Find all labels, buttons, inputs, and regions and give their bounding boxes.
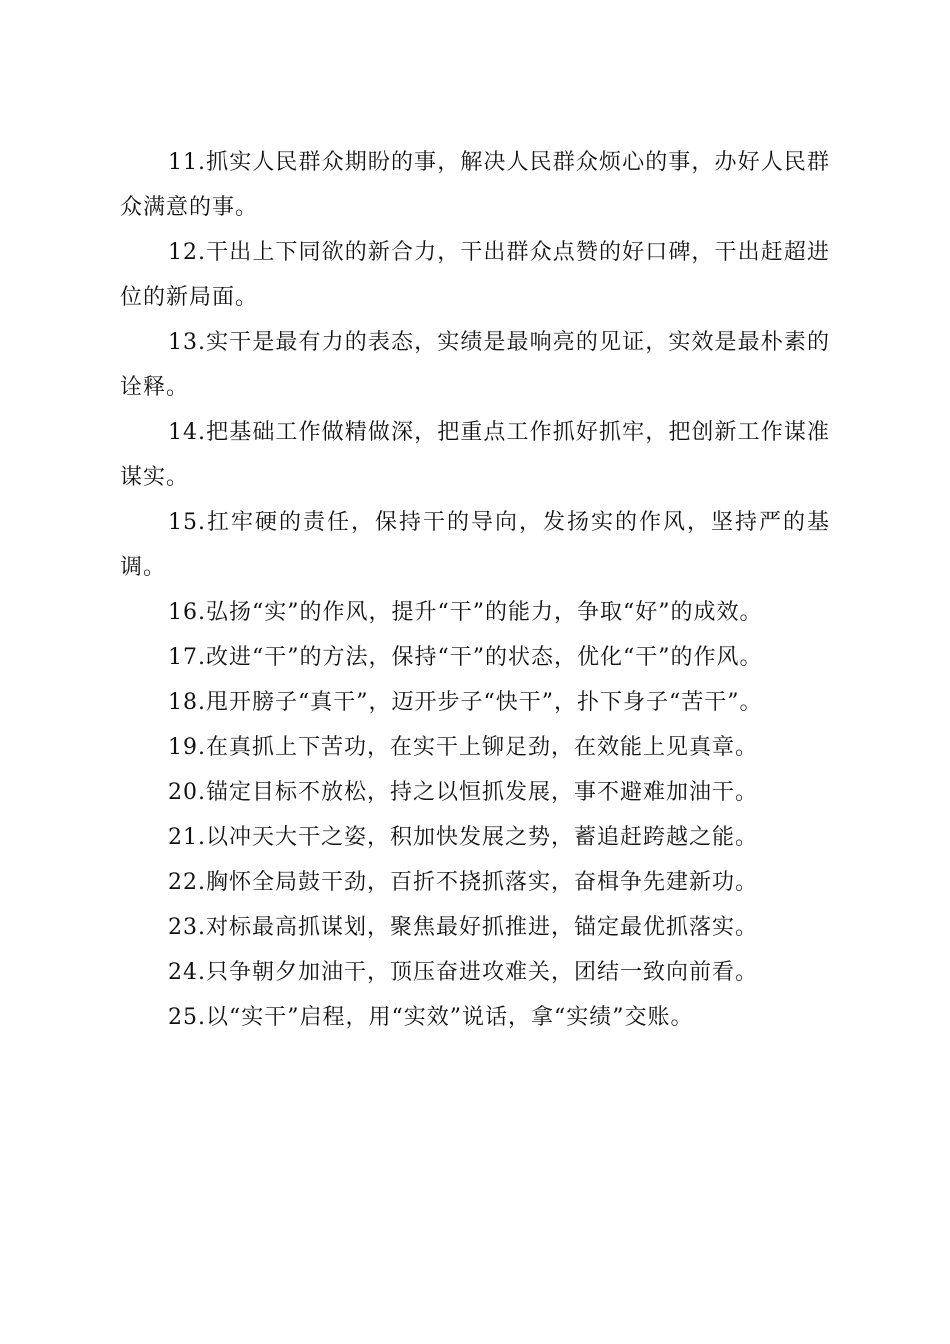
paragraph-15: 15.扛牢硬的责任，保持干的导向，发扬实的作风，坚持严的基调。 [120,510,830,580]
document-body [120,140,830,1040]
paragraph-24: 24.只争朝夕加油干，顶压奋进攻难关，团结一致向前看。 [168,960,758,985]
paragraph-17: 17.改进“干”的方法，保持“干”的状态，优化“干”的作风。 [168,645,763,670]
paragraph-21: 21.以冲天大干之姿，积加快发展之势，蓄追赶跨越之能。 [168,825,758,850]
paragraph-13: 13.实干是最有力的表态，实绩是最响亮的见证，实效是最朴素的诠释。 [120,330,830,400]
paragraph-18: 18.甩开膀子“真干”，迈开步子“快干”，扑下身子“苦干”。 [168,690,763,715]
paragraph-23: 23.对标最高抓谋划，聚焦最好抓推进，锚定最优抓落实。 [168,915,758,940]
paragraph-16: 16.弘扬“实”的作风，提升“干”的能力，争取“好”的成效。 [168,600,763,625]
paragraph-25: 25.以“实干”启程，用“实效”说话，拿“实绩”交账。 [168,1005,694,1030]
paragraph-11: 11.抓实人民群众期盼的事，解决人民群众烦心的事，办好人民群众满意的事。 [120,150,830,220]
paragraph-12: 12.干出上下同欲的新合力，干出群众点赞的好口碑，干出赶超进位的新局面。 [120,240,830,310]
paragraph-14: 14.把基础工作做精做深，把重点工作抓好抓牢，把创新工作谋准谋实。 [120,420,830,490]
paragraph-22: 22.胸怀全局鼓干劲，百折不挠抓落实，奋楫争先建新功。 [168,870,758,895]
paragraph-20: 20.锚定目标不放松，持之以恒抓发展，事不避难加油干。 [168,780,758,805]
paragraph-19: 19.在真抓上下苦功，在实干上铆足劲，在效能上见真章。 [168,735,758,760]
